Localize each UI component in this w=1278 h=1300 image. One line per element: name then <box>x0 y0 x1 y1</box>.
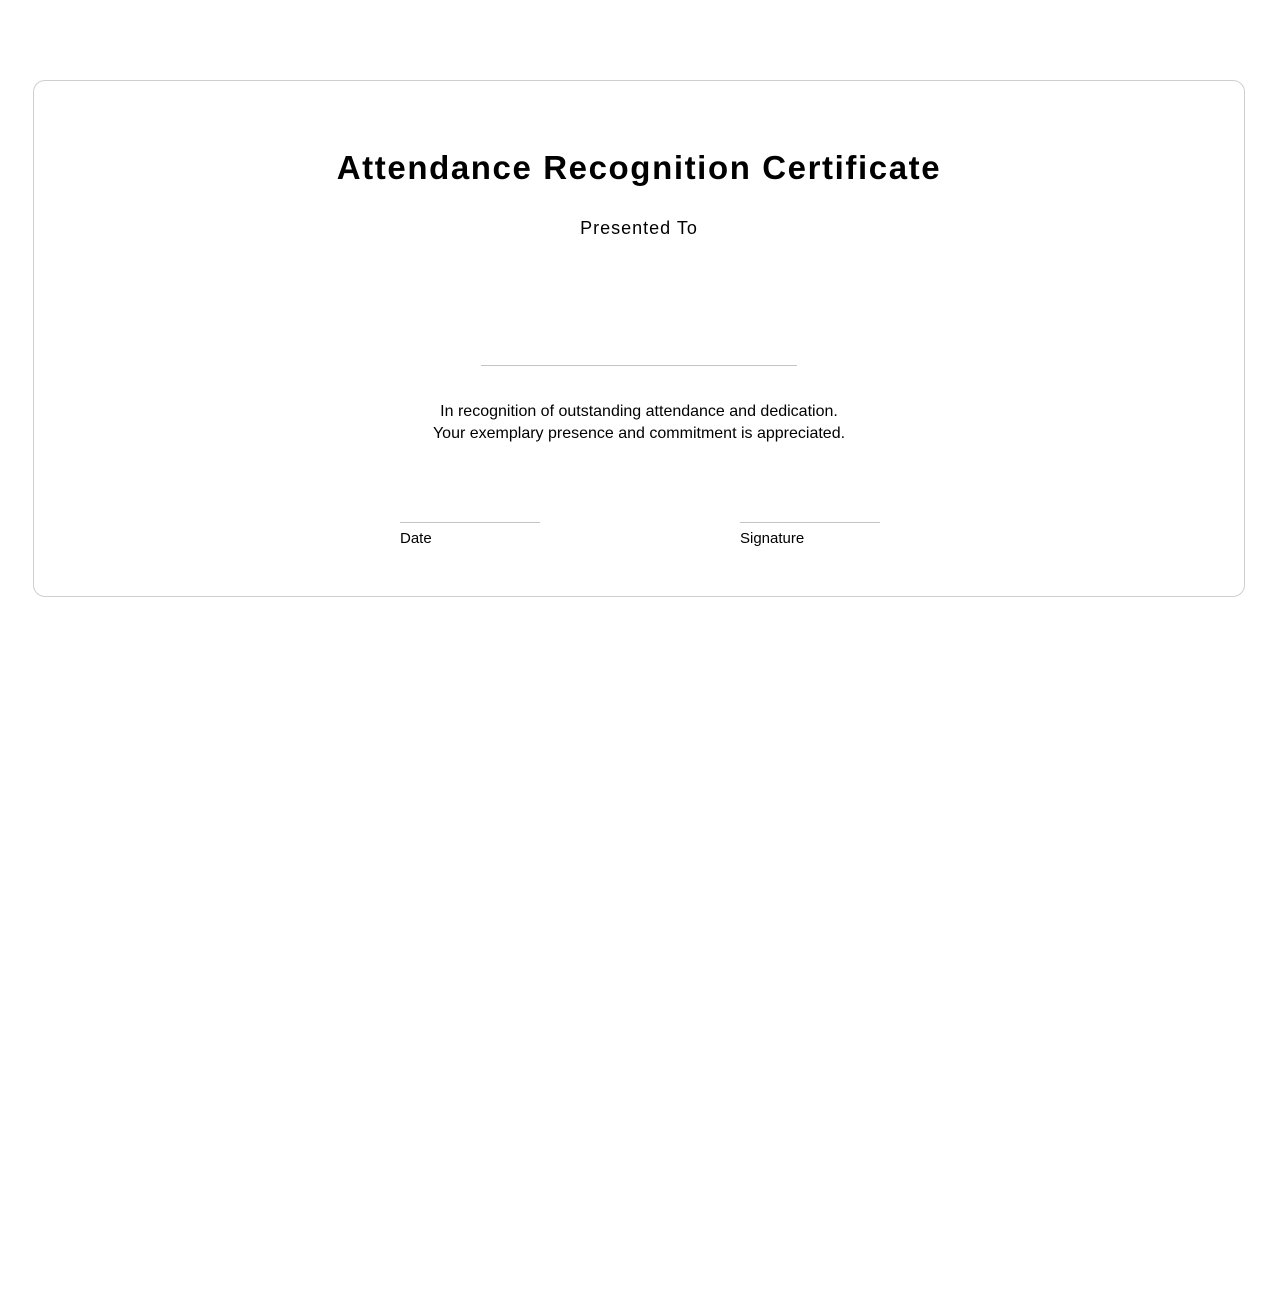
certificate-title: Attendance Recognition Certificate <box>336 149 942 186</box>
body-line-2: Your exemplary presence and commitment is appreciated. <box>432 425 846 442</box>
date-line <box>400 522 540 523</box>
signature-line <box>740 522 880 523</box>
date-block <box>400 522 540 547</box>
certificate-body <box>34 401 1244 445</box>
recipient-name-line <box>481 365 797 366</box>
signature-block <box>740 522 880 547</box>
date-label: Date <box>400 530 432 547</box>
certificate-card <box>33 80 1245 597</box>
body-line-1: In recognition of outstanding attendance and dedication. <box>440 403 838 420</box>
signature-label: Signature <box>740 530 805 547</box>
presented-to-label: Presented To <box>580 218 698 238</box>
